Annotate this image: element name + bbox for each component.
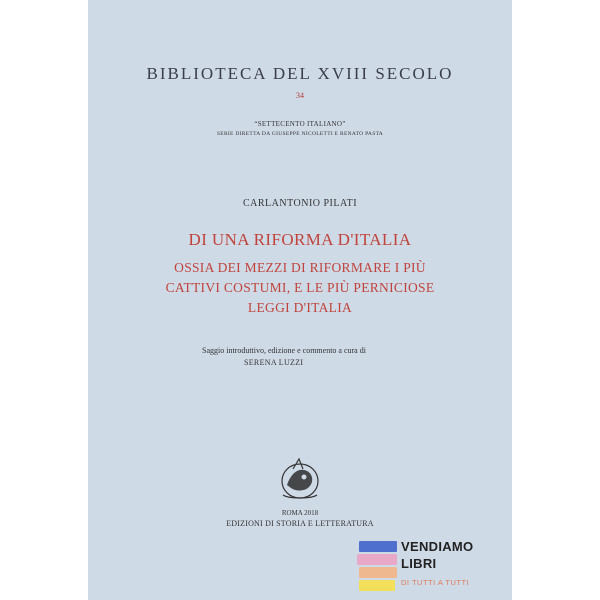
- series-title: BIBLIOTECA DEL XVIII SECOLO: [146, 64, 454, 83]
- badge-tagline: DI TUTTI A TUTTI: [401, 578, 470, 587]
- editor-name: SERENA LUZZI: [244, 358, 304, 367]
- book-subtitle: [88, 258, 512, 318]
- subtitle-line: LEGGI D'ITALIA: [247, 300, 353, 315]
- book-spine-pink: [357, 554, 397, 565]
- publisher-emblem-icon: [273, 455, 327, 505]
- subtitle-line: OSSIA DEI MEZZI DI RIFORMARE I PIÙ: [174, 260, 426, 275]
- essay-credit: Saggio introduttivo, edizione e commento a cura di: [202, 346, 366, 355]
- book-spine-yellow: [359, 580, 395, 591]
- vendiamo-libri-badge: [357, 533, 517, 595]
- sub-series: “SETTECENTO ITALIANO”: [254, 120, 346, 128]
- series-directors: SERIE DIRETTA DA GIUSEPPE NICOLETTI E RENATO PASTA: [216, 131, 384, 137]
- place-year: ROMA 2018: [281, 509, 319, 517]
- badge-text-vendiamo: VENDIAMO: [401, 539, 474, 554]
- publisher-name: EDIZIONI DI STORIA E LETTERATURA: [226, 519, 374, 528]
- book-spine-orange: [359, 567, 397, 578]
- series-number: 34: [296, 91, 304, 100]
- stacked-books-icon: [357, 533, 397, 595]
- book-title: DI UNA RIFORMA D'ITALIA: [188, 230, 412, 249]
- author: CARLANTONIO PILATI: [242, 198, 358, 209]
- badge-text-libri: LIBRI: [401, 556, 437, 571]
- subtitle-line: CATTIVI COSTUMI, E LE PIÙ PERNICIOSE: [165, 280, 435, 295]
- book-cover: [88, 0, 512, 600]
- book-spine-blue: [359, 541, 397, 552]
